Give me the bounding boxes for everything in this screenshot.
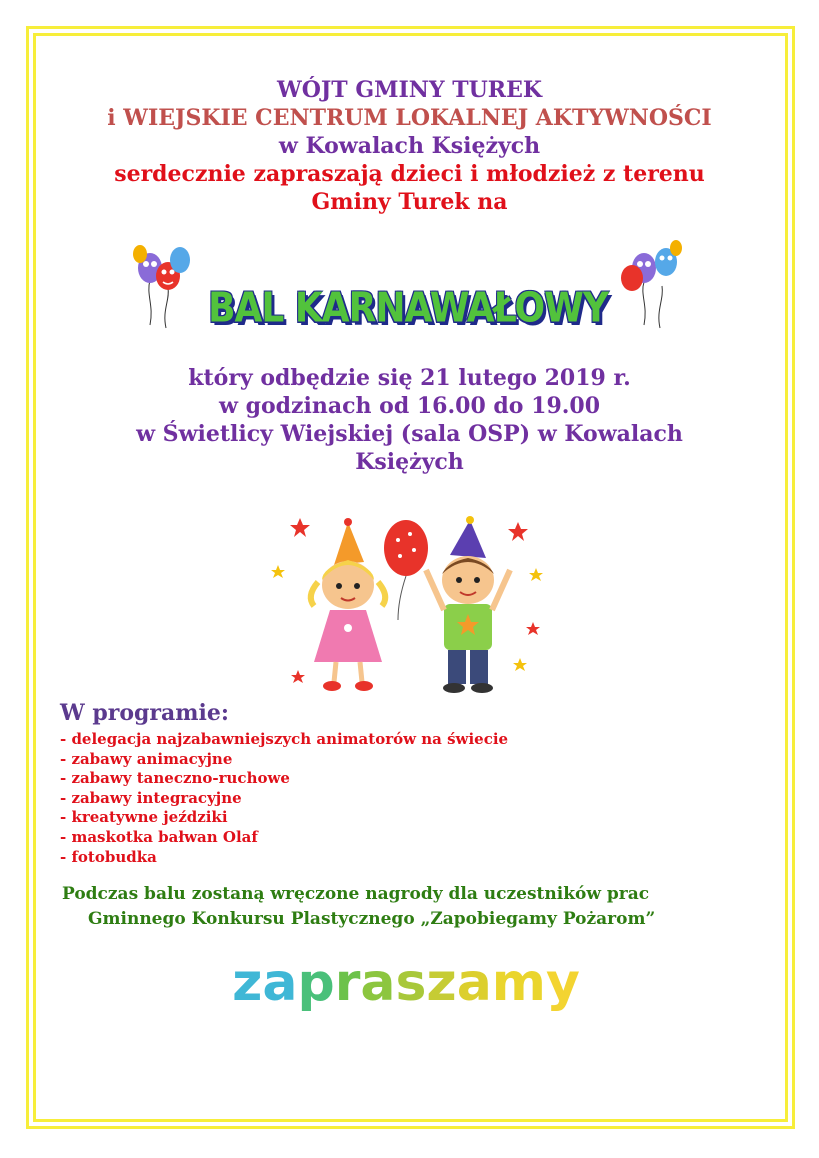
party-kids-illustration [258,510,558,695]
program-item: - kreatywne jeździki [60,808,228,827]
header-organizer: WÓJT GMINY TUREK [277,77,542,103]
program-item: - zabawy taneczno-ruchowe [60,769,290,788]
program-item: - maskotka bałwan Olaf [60,827,258,846]
event-hours: w godzinach od 16.00 do 19.00 [218,393,601,419]
invitation-header [0,76,819,216]
awards-line-1: Podczas balu zostaną wręczone nagrody dla uczestników prac [62,884,650,904]
program-item: - fotobudka [60,847,157,866]
zapraszamy-text: zapraszamy [232,953,580,1013]
event-date: który odbędzie się 21 lutego 2019 r. [188,365,631,391]
carnival-ball-title: BAL KARNAWAŁOWY [208,284,608,333]
program-heading: W programie: [60,700,229,726]
header-location: w Kowalach Księżych [278,133,541,159]
program-item: - zabawy animacyjne [60,749,233,768]
header-invite-line: serdecznie zapraszają dzieci i młodzież z terenu [114,161,705,187]
program-item: - delegacja najzabawniejszych animatorów na świecie [60,730,509,748]
event-venue: w Świetlicy Wiejskiej (sala OSP) w Kowalach [136,421,683,447]
header-center-name: i WIEJSKIE CENTRUM LOKALNEJ AKTYWNOŚCI [107,105,712,131]
awards-line-2: Gminnego Konkursu Plastycznego „Zapobiegamy Pożarom” [88,909,656,929]
zapraszamy-logo [226,950,586,1020]
program-list [60,730,508,867]
carnival-banner [128,240,688,340]
event-details [0,364,819,476]
header-invite-line-2: Gminy Turek na [311,189,508,215]
event-venue-2: Księżych [355,449,464,475]
program-item: - zabawy integracyjne [60,788,242,807]
